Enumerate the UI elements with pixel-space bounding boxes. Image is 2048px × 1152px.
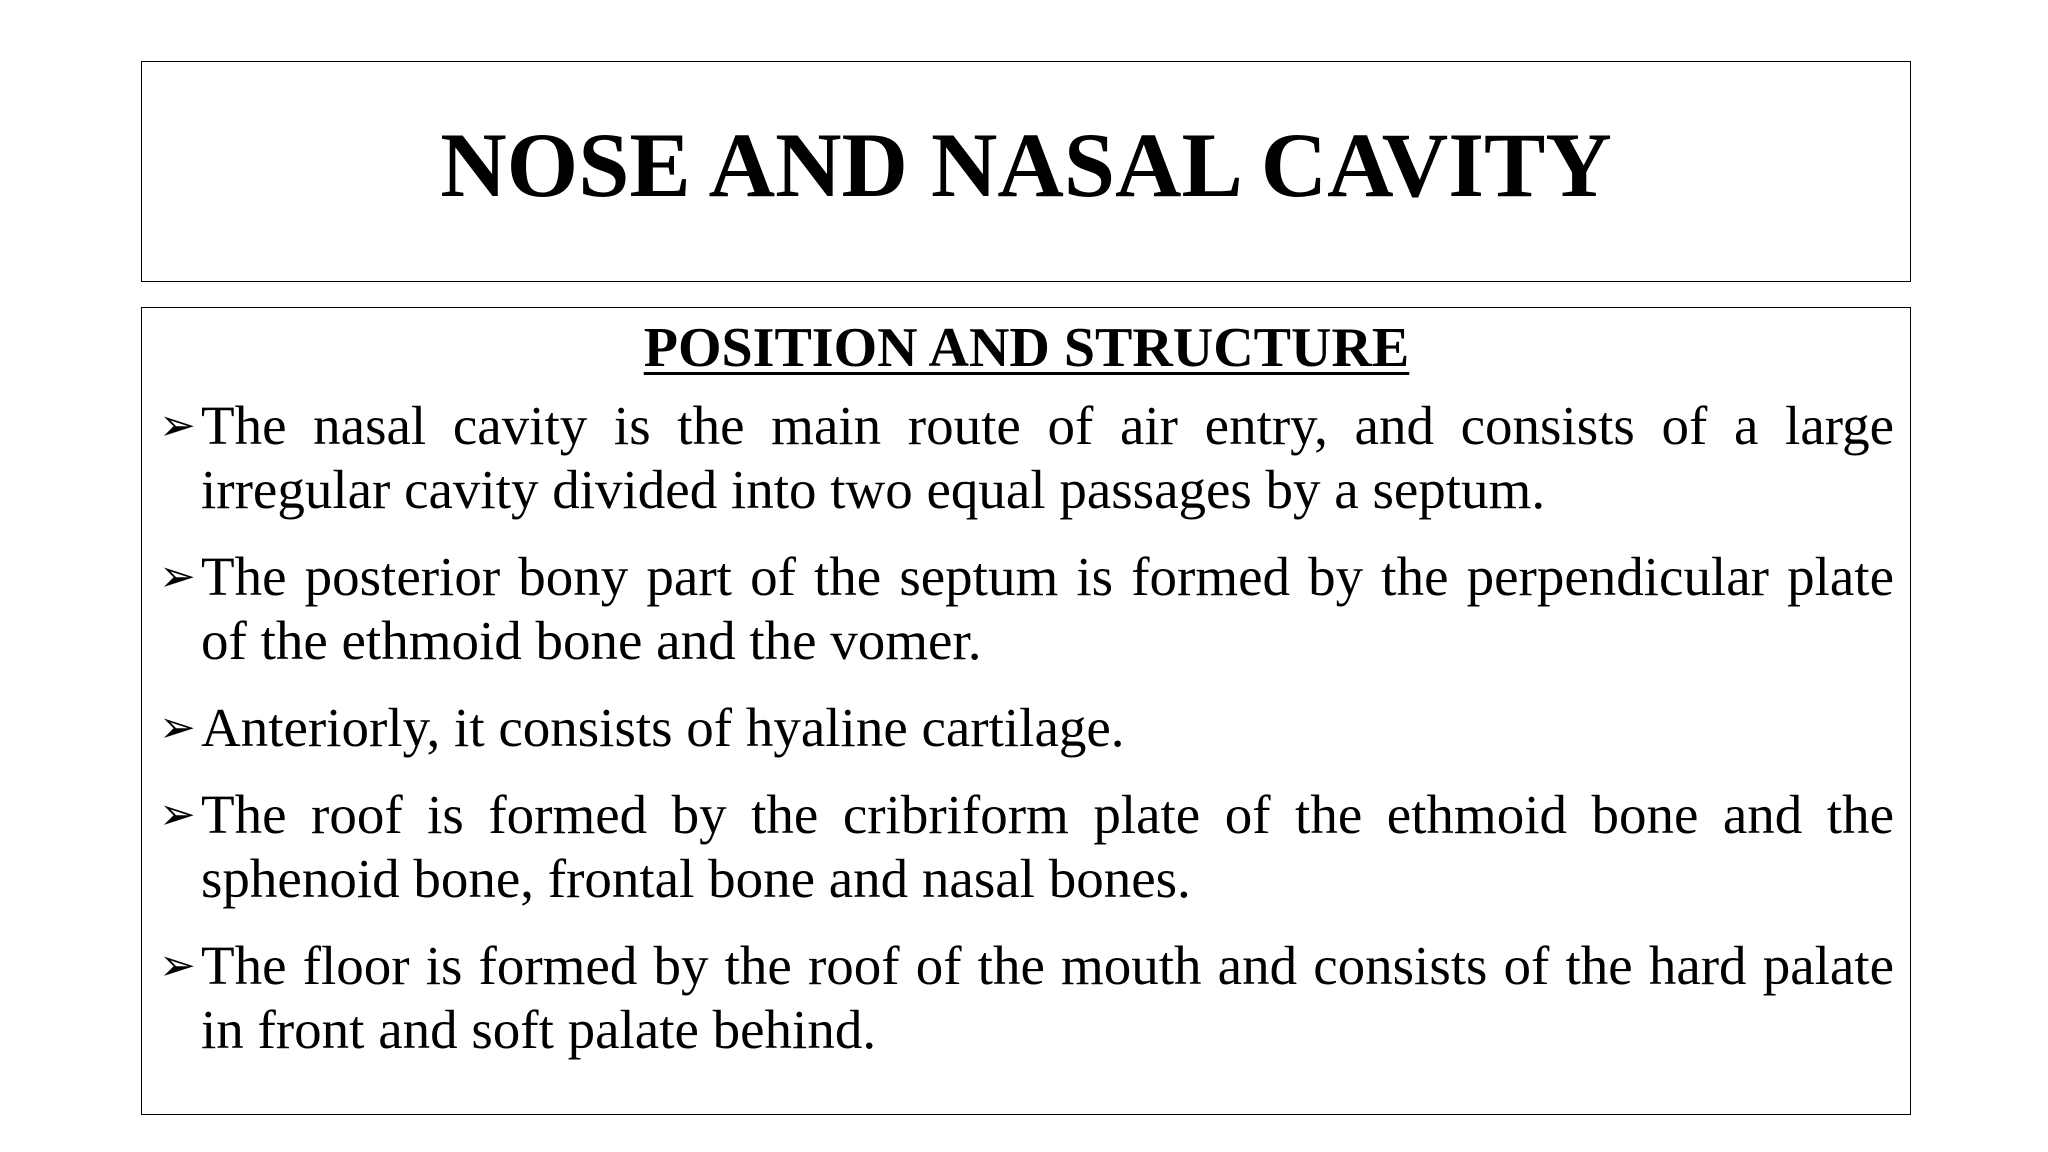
bullet-item <box>159 934 1894 1062</box>
bullet-item <box>159 394 1894 522</box>
bullet-text: The nasal cavity is the main route of air entry, and consists of a large irregular cavity divided into two equal passages by a septum. <box>201 395 1894 520</box>
arrowhead-bullet-icon: ➢ <box>159 551 196 602</box>
section-heading: POSITION AND STRUCTURE <box>643 317 1410 379</box>
arrowhead-bullet-icon: ➢ <box>159 400 196 451</box>
bullet-text: The floor is formed by the roof of the mouth and consists of the hard palate in front and soft palate behind. <box>201 935 1894 1060</box>
bullet-text: The roof is formed by the cribriform plate of the ethmoid bone and the sphenoid bone, frontal bone and nasal bones. <box>201 784 1894 909</box>
bullet-list <box>159 394 1894 1062</box>
bullet-text: Anteriorly, it consists of hyaline cartilage. <box>201 697 1125 758</box>
slide-title: NOSE AND NASAL CAVITY <box>440 113 1612 216</box>
arrowhead-bullet-icon: ➢ <box>159 940 196 991</box>
title-box <box>141 61 1911 282</box>
arrowhead-bullet-icon: ➢ <box>159 789 196 840</box>
bullet-item <box>159 783 1894 911</box>
arrowhead-bullet-icon: ➢ <box>159 702 196 753</box>
bullet-text: The posterior bony part of the septum is formed by the perpendicular plate of the ethmoid bone and the vomer. <box>201 546 1894 671</box>
bullet-item <box>159 545 1894 673</box>
content-box <box>141 307 1911 1115</box>
bullet-item <box>159 696 1894 760</box>
